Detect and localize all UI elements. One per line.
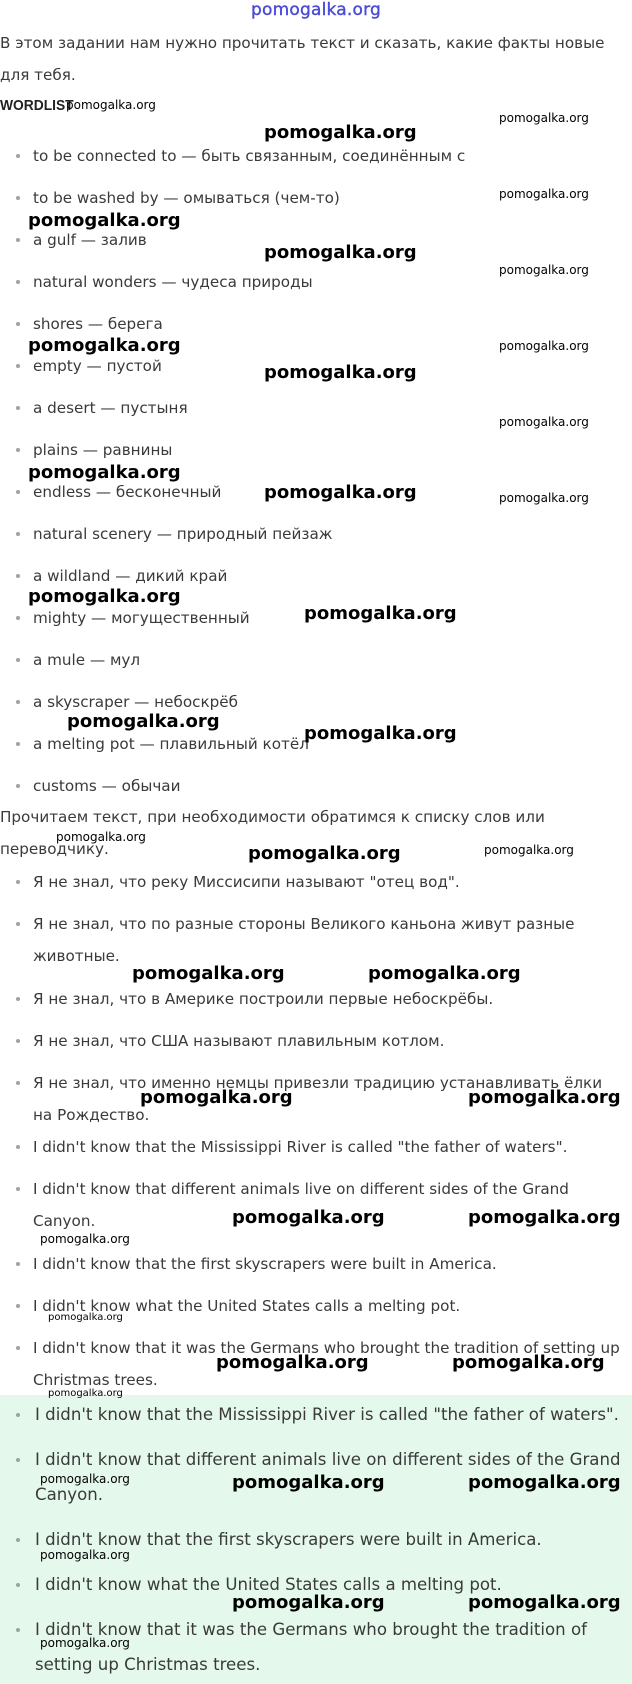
bullet-icon xyxy=(16,1145,20,1149)
bullet-icon xyxy=(16,1413,20,1417)
watermark: pomogalka.org xyxy=(66,98,156,112)
watermark: pomogalka.org xyxy=(484,843,574,857)
watermark: pomogalka.org xyxy=(40,1232,130,1246)
bullet-icon xyxy=(16,1304,20,1308)
bullet-icon xyxy=(16,658,20,662)
watermark: pomogalka.org xyxy=(499,263,589,277)
bullet-icon xyxy=(16,322,20,326)
watermark: pomogalka.org xyxy=(499,111,589,125)
bullet-icon xyxy=(16,997,20,1001)
watermark: pomogalka.org xyxy=(304,603,457,624)
watermark: pomogalka.org xyxy=(468,1207,621,1228)
watermark: pomogalka.org xyxy=(28,335,181,356)
watermark: pomogalka.org xyxy=(48,1312,123,1323)
bullet-icon xyxy=(16,196,20,200)
watermark: pomogalka.org xyxy=(264,242,417,263)
watermark: pomogalka.org xyxy=(232,1472,385,1493)
bullet-icon xyxy=(16,1039,20,1043)
watermark: pomogalka.org xyxy=(40,1548,130,1562)
bullet-icon xyxy=(16,490,20,494)
bullet-icon xyxy=(16,1458,20,1462)
watermark: pomogalka.org xyxy=(368,963,521,984)
wordlist-heading: WORDLIST xyxy=(0,97,74,114)
bullet-icon xyxy=(16,742,20,746)
watermark: pomogalka.org xyxy=(452,1352,605,1373)
bullet-icon xyxy=(16,1346,20,1350)
bullet-icon xyxy=(16,1262,20,1266)
watermark: pomogalka.org xyxy=(232,1207,385,1228)
bullet-icon xyxy=(16,364,20,368)
bullet-icon xyxy=(16,1538,20,1542)
bullet-icon xyxy=(16,880,20,884)
intro-paragraph: В этом задании нам нужно прочитать текст и сказать, какие факты новые для тебя. xyxy=(0,34,605,84)
watermark: pomogalka.org xyxy=(468,1087,621,1108)
bullet-icon xyxy=(16,238,20,242)
bullet-icon xyxy=(16,448,20,452)
watermark: pomogalka.org xyxy=(216,1352,369,1373)
watermark: pomogalka.org xyxy=(499,339,589,353)
watermark: pomogalka.org xyxy=(499,187,589,201)
watermark: pomogalka.org xyxy=(40,1472,130,1486)
watermark: pomogalka.org xyxy=(468,1472,621,1493)
watermark: pomogalka.org xyxy=(28,462,181,483)
bullet-icon xyxy=(16,280,20,284)
watermark: pomogalka.org xyxy=(40,1636,130,1650)
bullet-icon xyxy=(16,616,20,620)
watermark: pomogalka.org xyxy=(28,586,181,607)
watermark: pomogalka.org xyxy=(499,415,589,429)
watermark: pomogalka.org xyxy=(264,362,417,383)
bullet-icon xyxy=(16,1628,20,1632)
bullet-icon xyxy=(16,574,20,578)
bullet-icon xyxy=(16,784,20,788)
bullet-icon xyxy=(16,922,20,926)
bullet-icon xyxy=(16,154,20,158)
watermark: pomogalka.org xyxy=(264,482,417,503)
watermark: pomogalka.org xyxy=(48,1388,123,1399)
bullet-icon xyxy=(16,1187,20,1191)
watermark: pomogalka.org xyxy=(232,1592,385,1613)
watermark: pomogalka.org xyxy=(67,711,220,732)
bullet-icon xyxy=(16,700,20,704)
bullet-icon xyxy=(16,406,20,410)
watermark: pomogalka.org xyxy=(468,1592,621,1613)
watermark: pomogalka.org xyxy=(132,963,285,984)
bullet-icon xyxy=(16,532,20,536)
watermark: pomogalka.org xyxy=(304,723,457,744)
watermark: pomogalka.org xyxy=(264,122,417,143)
site-title[interactable]: pomogalka.org xyxy=(251,0,381,20)
bullet-icon xyxy=(16,1583,20,1587)
watermark: pomogalka.org xyxy=(56,830,146,844)
bullet-icon xyxy=(16,1081,20,1085)
instruction-paragraph: Прочитаем текст, при необходимости обратимся к списку слов или переводчику. xyxy=(0,808,545,858)
watermark: pomogalka.org xyxy=(499,491,589,505)
watermark: pomogalka.org xyxy=(248,843,401,864)
watermark: pomogalka.org xyxy=(140,1087,293,1108)
watermark: pomogalka.org xyxy=(28,210,181,231)
